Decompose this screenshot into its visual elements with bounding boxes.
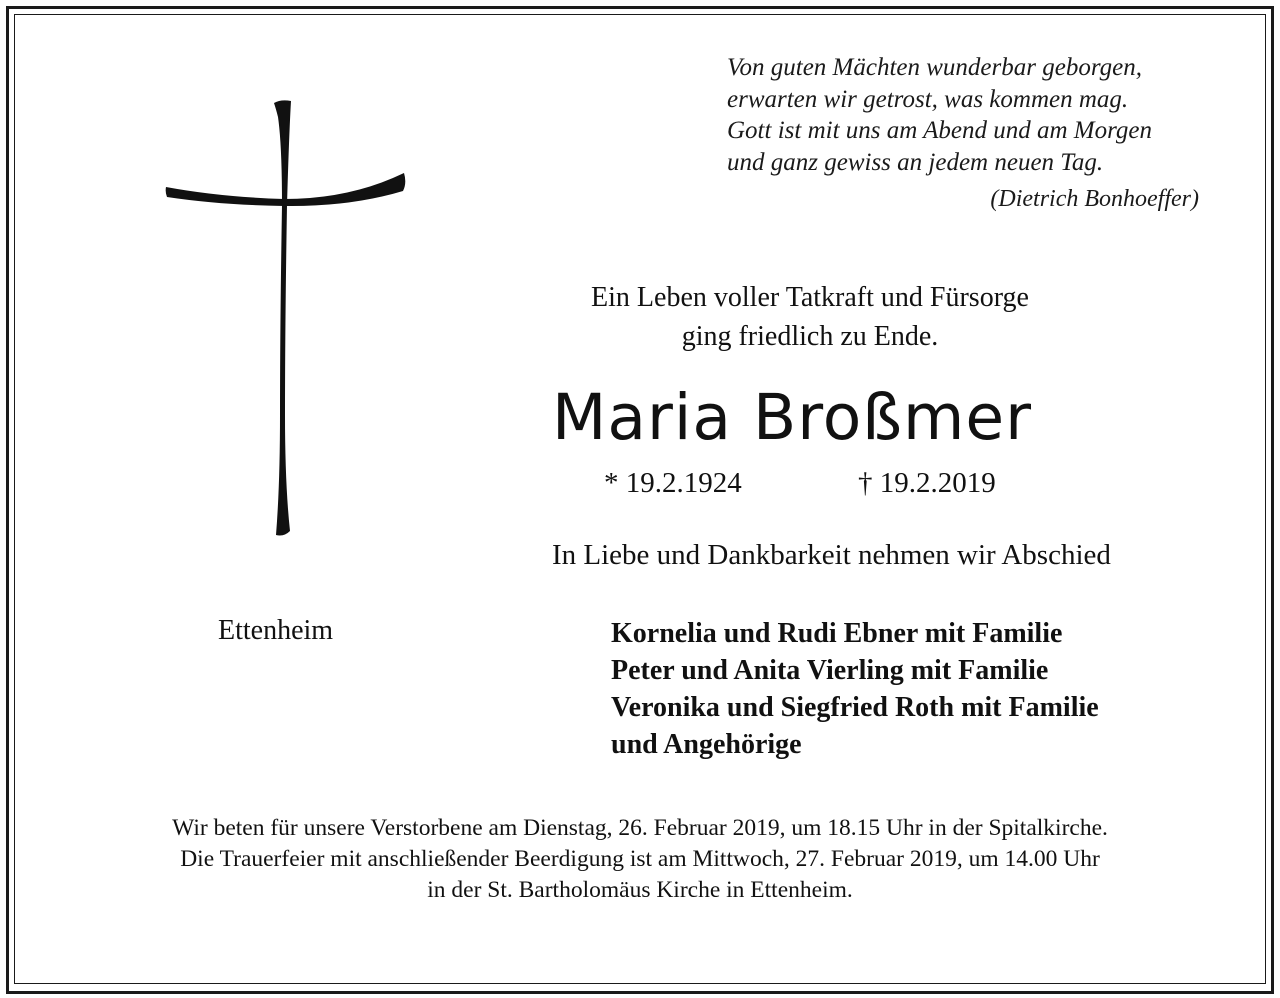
mourners-list [611,615,1099,763]
notice-line-3: in der St. Bartholomäus Kirche in Ettenheim. [427,877,853,903]
intro-line-1: Ein Leben voller Tatkraft und Fürsorge [591,282,1029,313]
birth-date: * 19.2.1924 [604,467,742,499]
mourner-line: Peter und Anita Vierling mit Familie [611,655,1049,686]
quote-line-2: erwarten wir getrost, was kommen mag. [727,85,1129,113]
notice-line-1: Wir beten für unsere Verstorbene am Dienstag, 26. Februar 2019, um 18.15 Uhr in der Spitalkirche. [172,815,1108,841]
intro-line-2: ging friedlich zu Ende. [681,321,939,352]
deceased-name: Maria Broßmer [552,381,1032,454]
quote-line-1: Von guten Mächten wunderbar geborgen, [727,54,1142,81]
quote-line-3: Gott ist mit uns am Abend und am Morgen [727,117,1152,144]
cross-icon [160,95,410,540]
service-notice [60,813,1220,906]
intro-text [540,278,1080,356]
notice-line-2: Die Trauerfeier mit anschließender Beerdigung ist am Mittwoch, 27. Februar 2019, um 14.00 Uhr [180,846,1100,872]
place-name: Ettenheim [218,615,334,646]
farewell-text: In Liebe und Dankbarkeit nehmen wir Abschied [552,539,1111,571]
quote-author: (Dietrich Bonhoeffer) [990,186,1199,212]
mourner-line: Veronika und Siegfried Roth mit Familie [611,692,1099,723]
death-date: † 19.2.2019 [858,467,996,499]
mourner-line: Kornelia und Rudi Ebner mit Familie [611,618,1063,649]
mourner-line: und Angehörige [611,729,802,760]
quote-line-4: und ganz gewiss an jedem neuen Tag. [727,148,1104,176]
bonhoeffer-quote [727,52,1207,216]
